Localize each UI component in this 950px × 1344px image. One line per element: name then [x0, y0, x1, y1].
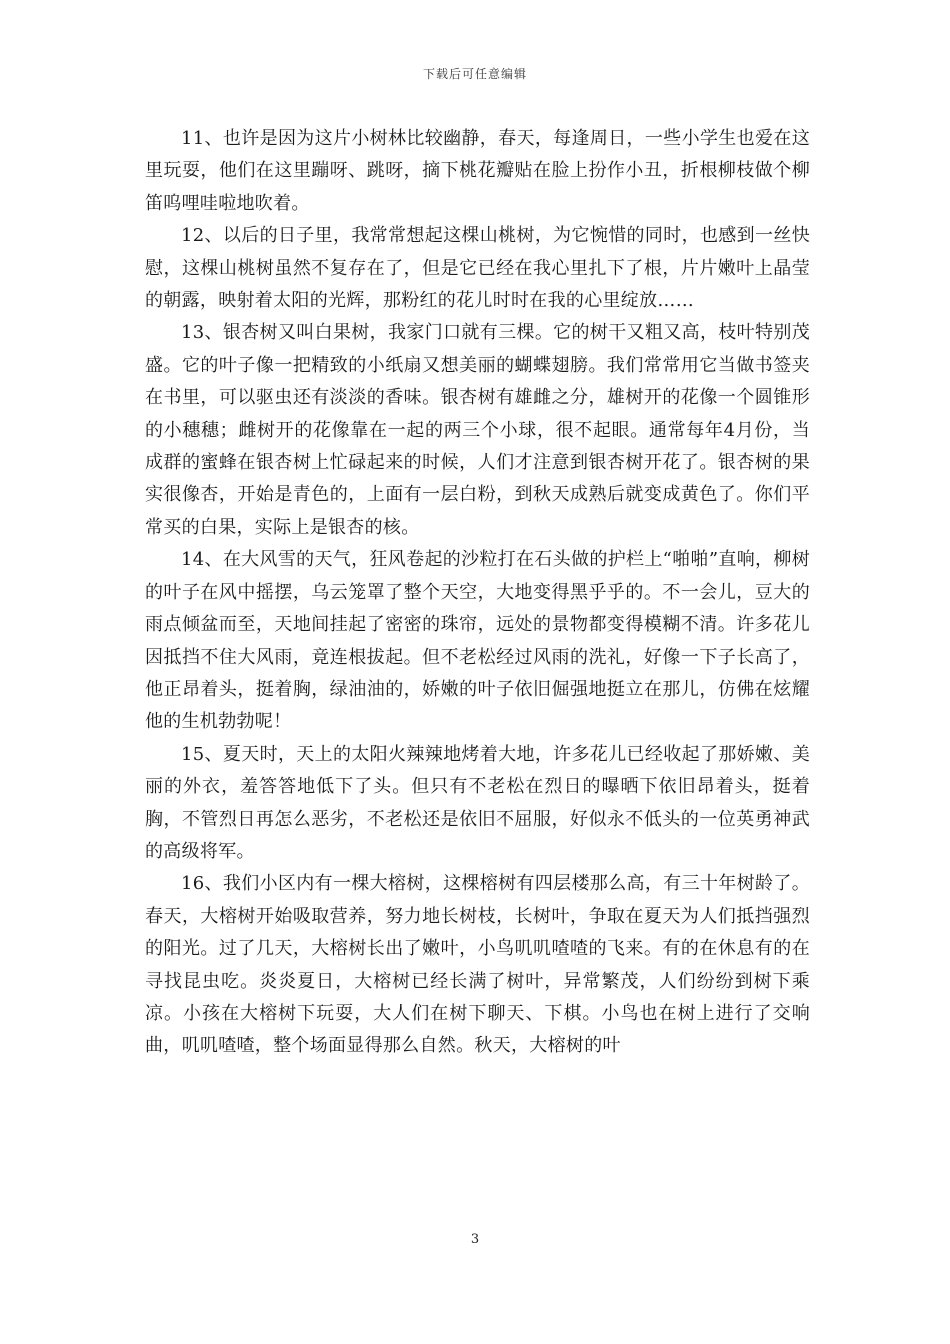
paragraph-12: 12、以后的日子里，我常常想起这棵山桃树，为它惋惜的同时，也感到一丝快慰，这棵山桃树虽然不复存在了，但是它已经在我心里扎下了根，片片嫩叶上晶莹的朝露，映射着太阳的光辉，那粉红的花儿时时在我的心里绽放…… — [145, 225, 810, 312]
paragraph-16: 16、我们小区内有一棵大榕树，这棵榕树有四层楼那么高，有三十年树龄了。春天，大榕树开始吸取营养，努力地长树枝，长树叶，争取在夏天为人们抵挡强烈的阳光。过了几天，大榕树长出了嫩叶，小鸟叽叽喳喳的飞来。有的在休息有的在寻找昆虫吃。炎炎夏日，大榕树已经长满了树叶，异常繁茂，人们纷纷到树下乘凉。小孩在大榕树下玩耍，大人们在树下聊天、下棋。小鸟也在树上进行了交响曲，叽叽喳喳，整个场面显得那么自然。秋天，大榕树的叶 — [145, 873, 810, 1057]
paragraph-14: 14、在大风雪的天气，狂风卷起的沙粒打在石头做的护栏上“啪啪”直响，柳树的叶子在风中摇摆，乌云笼罩了整个天空，大地变得黑乎乎的。不一会儿，豆大的雨点倾盆而至，天地间挂起了密密的珠帘，远处的景物都变得模糊不清。许多花儿因抵挡不住大风雨，竟连根拔起。但不老松经过风雨的洗礼，好像一下子长高了，他正昂着头，挺着胸，绿油油的，娇嫩的叶子依旧倔强地挺立在那儿，仿佛在炫耀他的生机勃勃呢！ — [145, 549, 810, 733]
paragraph-15: 15、夏天时，天上的太阳火辣辣地烤着大地，许多花儿已经收起了那娇嫩、美丽的外衣，羞答答地低下了头。但只有不老松在烈日的曝晒下依旧昂着头，挺着胸，不管烈日再怎么恶劣，不老松还是依旧不屈服，好似永不低头的一位英勇神武的高级将军。 — [145, 743, 810, 862]
page-number: 3 — [470, 1232, 480, 1247]
paragraph-11: 11、也许是因为这片小树林比较幽静，春天，每逢周日，一些小学生也爱在这里玩耍，他们在这里蹦呀、跳呀，摘下桃花瓣贴在脸上扮作小丑，折根柳枝做个柳笛呜哩哇啦地吹着。 — [145, 128, 810, 214]
paragraph-13: 13、银杏树又叫白果树，我家门口就有三棵。它的树干又粗又高，枝叶特别茂盛。它的叶子像一把精致的小纸扇又想美丽的蝴蝶翅膀。我们常常用它当做书签夹在书里，可以驱虫还有淡淡的香味。银杏树有雄雌之分，雄树开的花像一个圆锥形的小穗穗；雌树开的花像靠在一起的两三个小球，很不起眼。通常每年4月份，当成群的蜜蜂在银杏树上忙碌起来的时候，人们才注意到银杏树开花了。银杏树的果实很像杏，开始是青色的，上面有一层白粉，到秋天成熟后就变成黄色了。你们平常买的白果，实际上是银杏的核。 — [145, 322, 810, 538]
page-header: 下载后可任意编辑 — [422, 67, 527, 81]
document-body — [145, 123, 810, 1063]
